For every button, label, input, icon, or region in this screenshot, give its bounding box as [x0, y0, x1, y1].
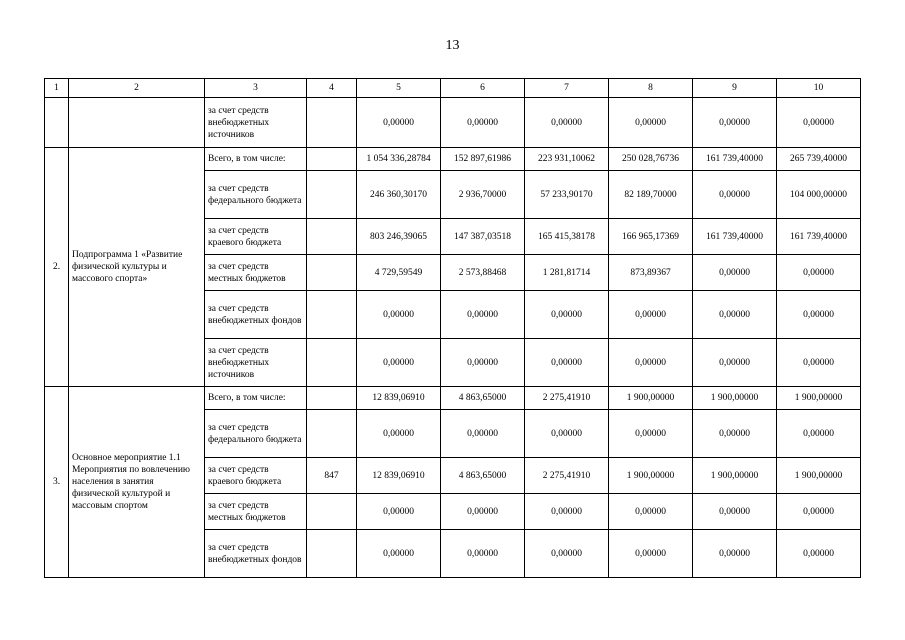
value-cell: 246 360,30170 [357, 171, 441, 219]
value-cell: 1 900,00000 [609, 387, 693, 410]
code-cell [307, 291, 357, 339]
value-cell: 0,00000 [693, 291, 777, 339]
funding-source-cell: за счет средств внебюджетных фондов [205, 530, 307, 578]
value-cell: 0,00000 [525, 530, 609, 578]
value-cell: 803 246,39065 [357, 219, 441, 255]
value-cell: 0,00000 [441, 410, 525, 458]
table-row [45, 387, 861, 410]
funding-source-cell: Всего, в том числе: [205, 148, 307, 171]
code-cell [307, 339, 357, 387]
value-cell: 0,00000 [777, 494, 861, 530]
code-cell [307, 148, 357, 171]
value-cell: 0,00000 [441, 530, 525, 578]
value-cell: 0,00000 [525, 494, 609, 530]
value-cell: 0,00000 [441, 291, 525, 339]
value-cell: 0,00000 [525, 291, 609, 339]
value-cell: 4 863,65000 [441, 458, 525, 494]
funding-source-cell: за счет средств федерального бюджета [205, 171, 307, 219]
value-cell: 2 275,41910 [525, 387, 609, 410]
value-cell: 0,00000 [441, 494, 525, 530]
value-cell: 0,00000 [609, 98, 693, 148]
value-cell: 0,00000 [777, 255, 861, 291]
value-cell: 161 739,40000 [777, 219, 861, 255]
value-cell: 1 281,81714 [525, 255, 609, 291]
funding-source-cell: за счет средств местных бюджетов [205, 494, 307, 530]
value-cell: 161 739,40000 [693, 219, 777, 255]
header-cell: 9 [693, 79, 777, 98]
value-cell: 0,00000 [609, 291, 693, 339]
value-cell: 223 931,10062 [525, 148, 609, 171]
code-cell [307, 410, 357, 458]
code-cell [307, 494, 357, 530]
value-cell: 0,00000 [357, 410, 441, 458]
funding-source-cell: Всего, в том числе: [205, 387, 307, 410]
header-cell: 2 [69, 79, 205, 98]
value-cell: 12 839,06910 [357, 458, 441, 494]
value-cell: 0,00000 [525, 410, 609, 458]
value-cell: 0,00000 [777, 530, 861, 578]
value-cell: 0,00000 [609, 339, 693, 387]
value-cell: 1 900,00000 [777, 458, 861, 494]
value-cell: 0,00000 [693, 339, 777, 387]
code-cell [307, 387, 357, 410]
header-cell: 1 [45, 79, 69, 98]
row-number-cell [45, 98, 69, 148]
value-cell: 147 387,03518 [441, 219, 525, 255]
funding-source-cell: за счет средств федерального бюджета [205, 410, 307, 458]
value-cell: 0,00000 [693, 98, 777, 148]
value-cell: 0,00000 [693, 530, 777, 578]
value-cell: 0,00000 [693, 255, 777, 291]
header-cell: 4 [307, 79, 357, 98]
funding-source-cell: за счет средств внебюджетных фондов [205, 291, 307, 339]
page-number: 13 [445, 38, 460, 53]
value-cell: 0,00000 [609, 410, 693, 458]
code-cell [307, 98, 357, 148]
funding-source-cell: за счет средств внебюджетных источников [205, 98, 307, 148]
value-cell: 2 936,70000 [441, 171, 525, 219]
code-cell [307, 530, 357, 578]
value-cell: 152 897,61986 [441, 148, 525, 171]
funding-source-cell: за счет средств краевого бюджета [205, 219, 307, 255]
header-cell: 8 [609, 79, 693, 98]
value-cell: 0,00000 [777, 410, 861, 458]
value-cell: 0,00000 [693, 171, 777, 219]
value-cell: 104 000,00000 [777, 171, 861, 219]
value-cell: 57 233,90170 [525, 171, 609, 219]
value-cell: 166 965,17369 [609, 219, 693, 255]
row-number-cell: 3. [45, 387, 69, 578]
value-cell: 1 900,00000 [609, 458, 693, 494]
header-row [45, 79, 861, 98]
value-cell: 165 415,38178 [525, 219, 609, 255]
header-cell: 7 [525, 79, 609, 98]
value-cell: 0,00000 [609, 494, 693, 530]
funding-source-cell: за счет средств внебюджетных источников [205, 339, 307, 387]
value-cell: 0,00000 [777, 339, 861, 387]
value-cell: 0,00000 [777, 98, 861, 148]
value-cell: 0,00000 [357, 494, 441, 530]
value-cell: 873,89367 [609, 255, 693, 291]
program-name-cell [69, 98, 205, 148]
table-row [45, 148, 861, 171]
value-cell: 161 739,40000 [693, 148, 777, 171]
code-cell: 847 [307, 458, 357, 494]
header-cell: 6 [441, 79, 525, 98]
value-cell: 0,00000 [441, 98, 525, 148]
budget-table [44, 78, 861, 578]
code-cell [307, 219, 357, 255]
value-cell: 1 054 336,28784 [357, 148, 441, 171]
header-cell: 5 [357, 79, 441, 98]
funding-source-cell: за счет средств краевого бюджета [205, 458, 307, 494]
value-cell: 0,00000 [609, 530, 693, 578]
value-cell: 1 900,00000 [777, 387, 861, 410]
value-cell: 1 900,00000 [693, 387, 777, 410]
value-cell: 0,00000 [777, 291, 861, 339]
value-cell: 1 900,00000 [693, 458, 777, 494]
value-cell: 2 573,88468 [441, 255, 525, 291]
value-cell: 0,00000 [357, 530, 441, 578]
table-row [45, 98, 861, 148]
value-cell: 250 028,76736 [609, 148, 693, 171]
program-name-cell: Подпрограмма 1 «Развитие физической культуры и массового спорта» [69, 148, 205, 387]
header-cell: 10 [777, 79, 861, 98]
funding-source-cell: за счет средств местных бюджетов [205, 255, 307, 291]
value-cell: 4 863,65000 [441, 387, 525, 410]
header-cell: 3 [205, 79, 307, 98]
value-cell: 0,00000 [693, 410, 777, 458]
code-cell [307, 171, 357, 219]
value-cell: 265 739,40000 [777, 148, 861, 171]
code-cell [307, 255, 357, 291]
value-cell: 0,00000 [357, 291, 441, 339]
value-cell: 0,00000 [525, 98, 609, 148]
program-name-cell: Основное мероприятие 1.1 Мероприятия по вовлечению населения в занятия физической культурой и массовым спортом [69, 387, 205, 578]
value-cell: 0,00000 [357, 98, 441, 148]
value-cell: 2 275,41910 [525, 458, 609, 494]
value-cell: 0,00000 [693, 494, 777, 530]
value-cell: 82 189,70000 [609, 171, 693, 219]
value-cell: 0,00000 [525, 339, 609, 387]
value-cell: 0,00000 [441, 339, 525, 387]
value-cell: 4 729,59549 [357, 255, 441, 291]
row-number-cell: 2. [45, 148, 69, 387]
value-cell: 0,00000 [357, 339, 441, 387]
value-cell: 12 839,06910 [357, 387, 441, 410]
